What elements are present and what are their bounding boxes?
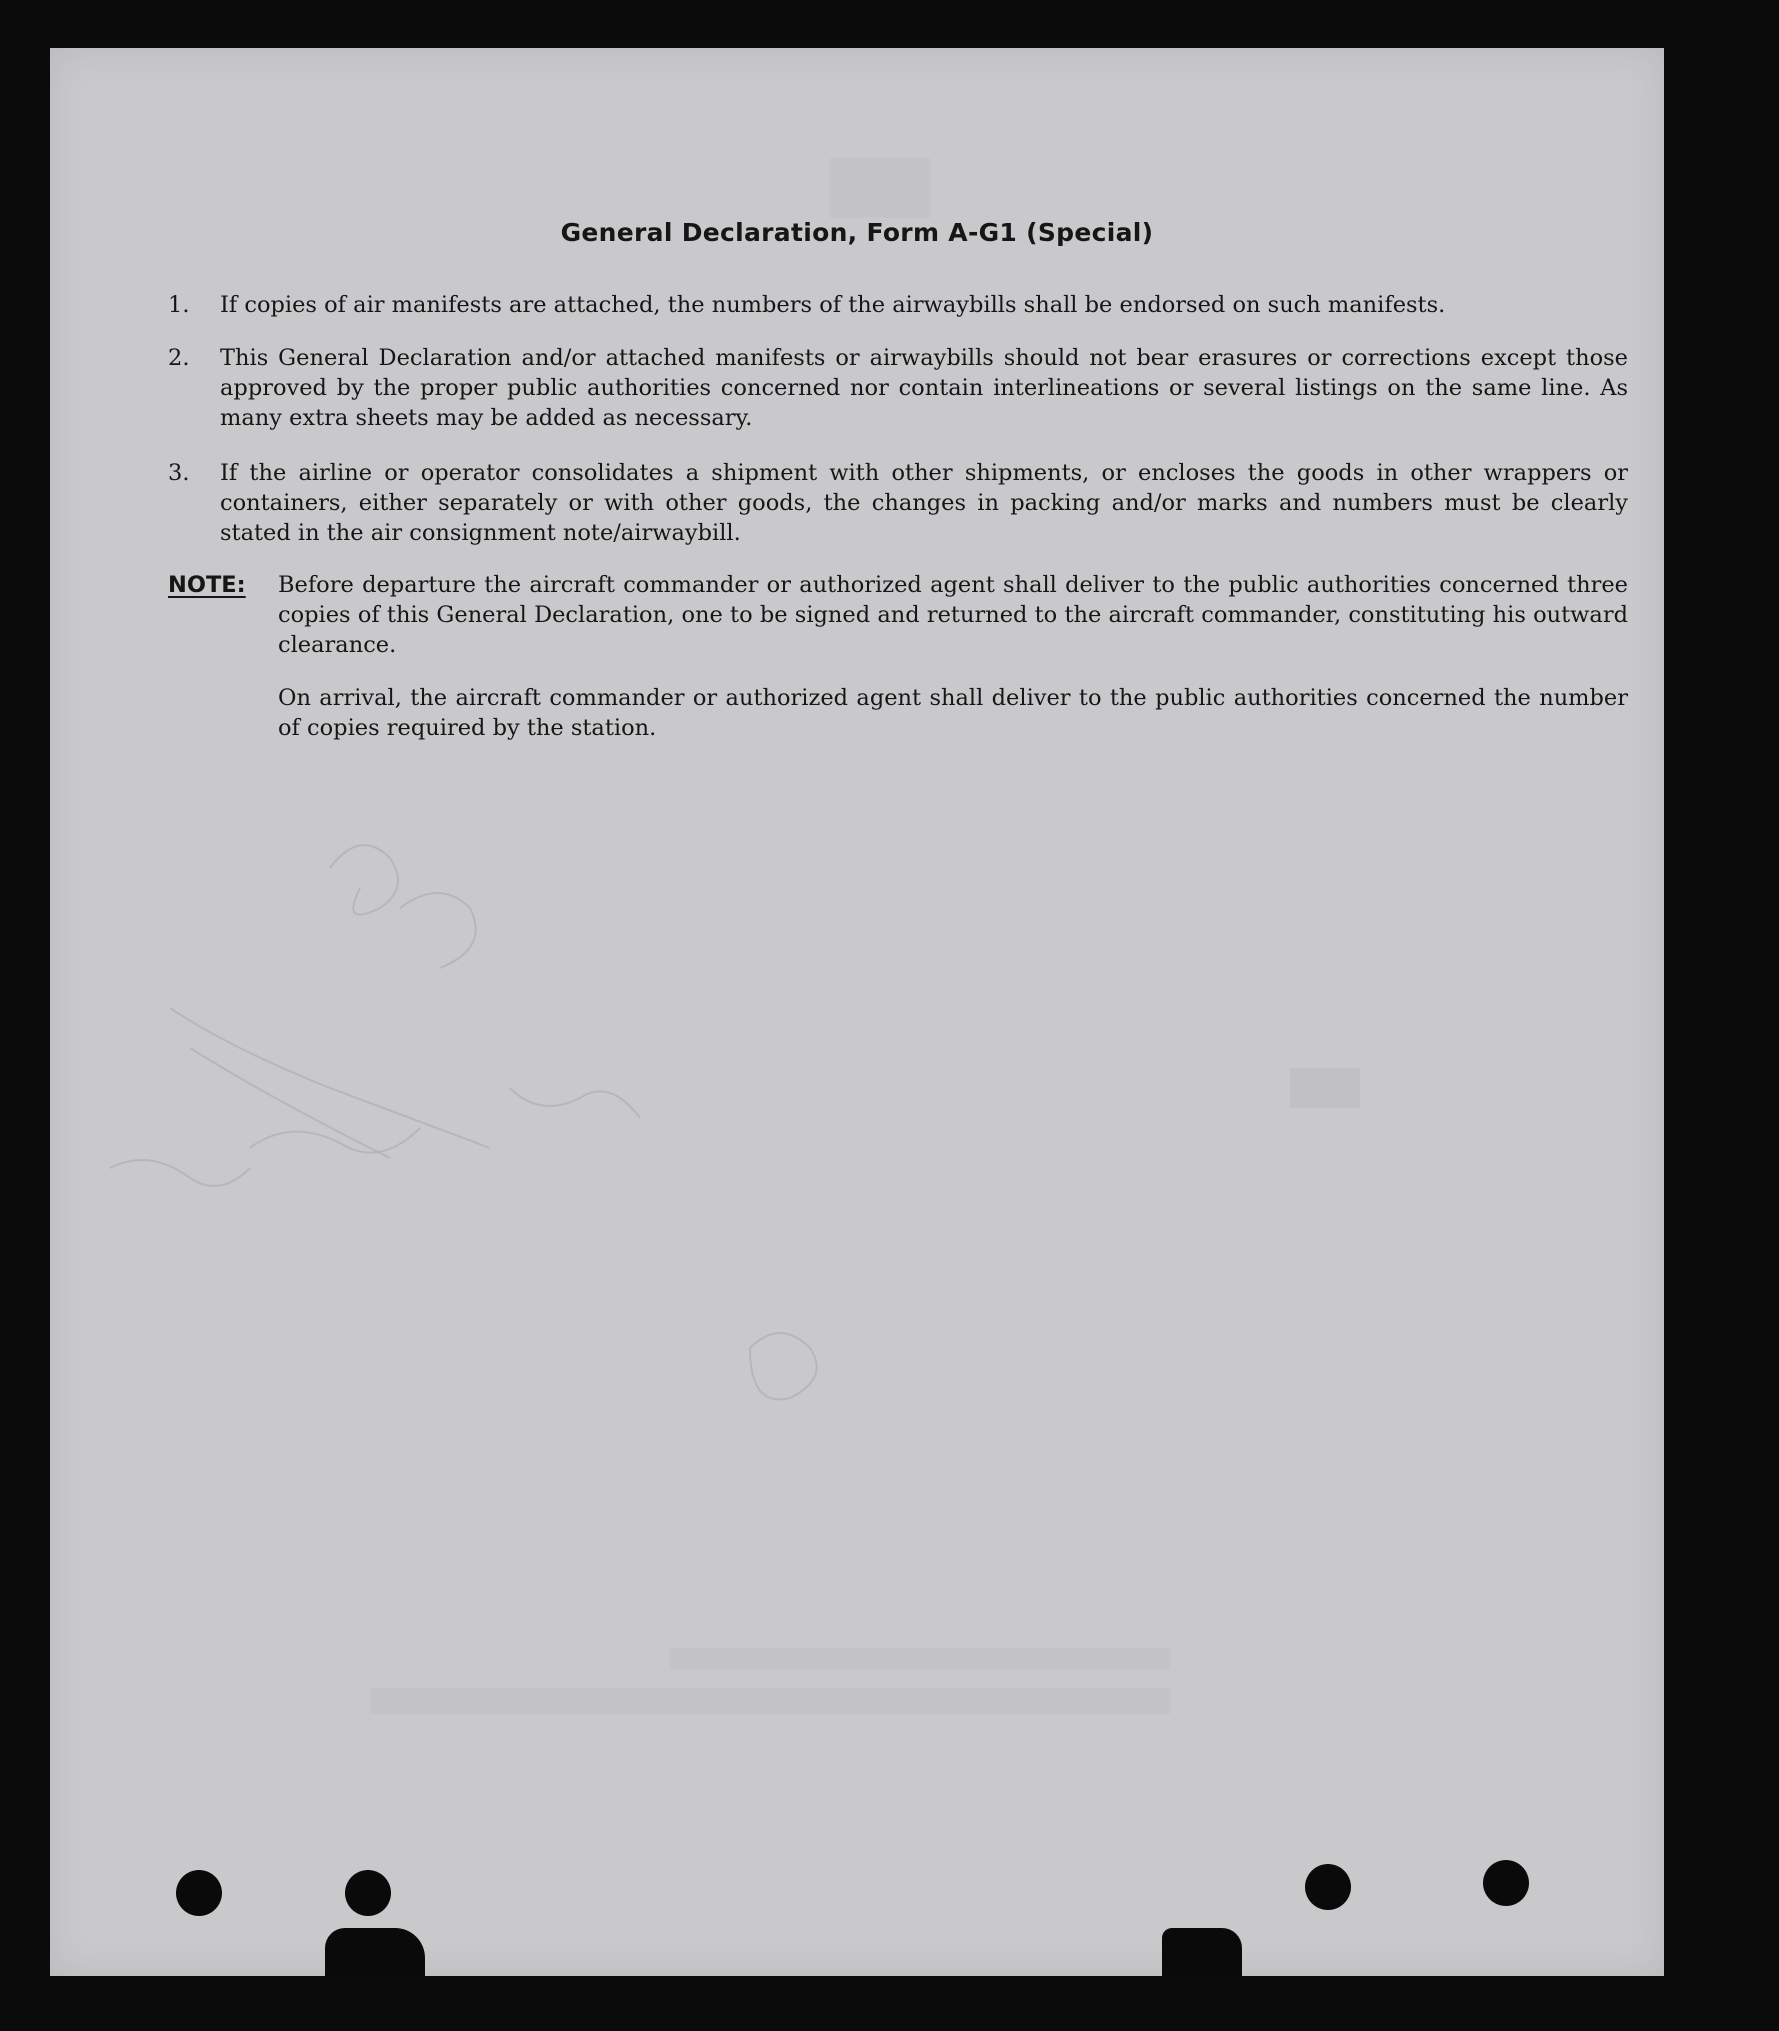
list-item-number: 1. [168, 292, 190, 318]
punch-hole [176, 1870, 222, 1916]
note-label: NOTE: [168, 572, 246, 598]
punch-hole [1483, 1860, 1529, 1906]
document-title: General Declaration, Form A-G1 (Special) [560, 218, 1154, 247]
punch-hole [1305, 1864, 1351, 1910]
note-block [168, 570, 1628, 660]
bleed-through-marks [50, 48, 1664, 1976]
list-item-number: 3. [168, 460, 190, 486]
list-item-text: This General Declaration and/or attached manifests or airwaybills should not bear erasures or corrections except those approved by the proper public authorities concerned nor contain interlineations or several listings on the same line. As many extra sheets may be added as necessary. [220, 345, 1628, 431]
torn-edge [1162, 1928, 1242, 1978]
torn-edge [325, 1928, 425, 1978]
list-item-text: If copies of air manifests are attached, the numbers of the airwaybills shall be endorsed on such manifests. [220, 292, 1446, 318]
document-page [50, 48, 1664, 1976]
list-item-2 [168, 343, 1628, 433]
note-text: Before departure the aircraft commander or authorized agent shall deliver to the public authorities concerned three copies of this General Declaration, one to be signed and returned to the aircraft commander, constituting his outward clearance. [278, 572, 1628, 658]
list-item-3 [168, 458, 1628, 548]
note-text-2: On arrival, the aircraft commander or authorized agent shall deliver to the public authorities concerned the number of copies required by the station. [278, 685, 1628, 741]
punch-hole [345, 1870, 391, 1916]
note-paragraph-2 [168, 683, 1628, 743]
list-item-text: If the airline or operator consolidates a shipment with other shipments, or encloses the goods in other wrappers or containers, either separately or with other goods, the changes in packing and/or marks and numbers must be clearly stated in the air consignment note/airwaybill. [220, 460, 1628, 546]
list-item-number: 2. [168, 345, 190, 371]
list-item-1 [168, 290, 1628, 320]
